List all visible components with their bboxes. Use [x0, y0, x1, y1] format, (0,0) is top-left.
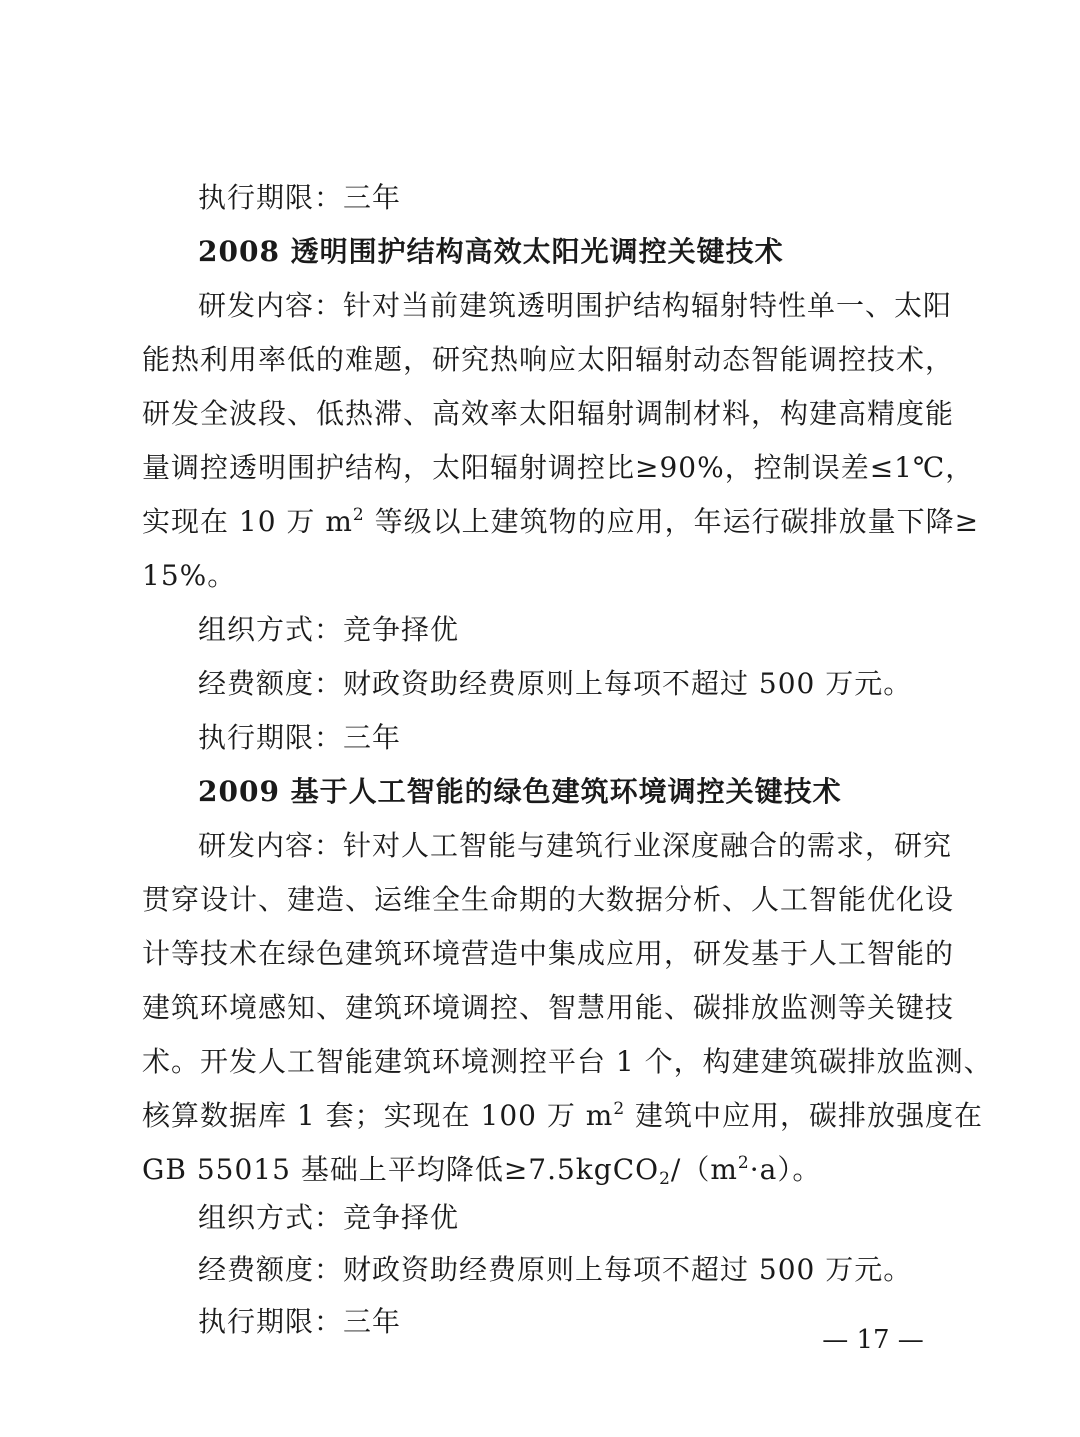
text-segment: 实现在 10 万 m [142, 505, 353, 538]
text-line: 量调控透明围护结构，太阳辐射调控比≥90%，控制误差≤1℃， [142, 451, 975, 484]
subscript: 2 [659, 1169, 671, 1189]
section-heading-2008: 2008 透明围护结构高效太阳光调控关键技术 [198, 235, 784, 268]
section-heading-2009: 2009 基于人工智能的绿色建筑环境调控关键技术 [198, 775, 842, 808]
text-line: 计等技术在绿色建筑环境营造中集成应用，研发基于人工智能的 [142, 937, 955, 970]
page-number: — 17 — [822, 1325, 924, 1355]
text-line: 贯穿设计、建造、运维全生命期的大数据分析、人工智能优化设 [142, 883, 955, 916]
text-line [142, 1150, 942, 1190]
text-line-funding-1: 经费额度：财政资助经费原则上每项不超过 500 万元。 [198, 667, 913, 700]
text-line-execution-period-3: 执行期限：三年 [198, 1305, 402, 1338]
text-line: 建筑环境感知、建筑环境调控、智慧用能、碳排放监测等关键技 [142, 991, 955, 1024]
text-segment: /（m [670, 1153, 738, 1186]
text-segment: 建筑中应用，碳排放强度在 [625, 1099, 984, 1132]
text-segment: GB 55015 基础上平均降低≥7.5kgCO [142, 1153, 660, 1186]
text-line-organization-method-1: 组织方式：竞争择优 [198, 613, 460, 646]
text-segment: 等级以上建筑物的应用，年运行碳排放量下降≥ [364, 505, 980, 538]
text-line [142, 1096, 984, 1136]
text-line: 术。开发人工智能建筑环境测控平台 1 个，构建建筑碳排放监测、 [142, 1045, 993, 1078]
text-line-execution-period-2: 执行期限：三年 [198, 721, 402, 754]
text-line-rd-content-2009: 研发内容：针对人工智能与建筑行业深度融合的需求，研究 [198, 829, 953, 862]
text-line: 能热利用率低的难题，研究热响应太阳辐射动态智能调控技术， [142, 343, 955, 376]
superscript: 2 [613, 1099, 626, 1119]
text-line-funding-2: 经费额度：财政资助经费原则上每项不超过 500 万元。 [198, 1253, 913, 1286]
text-line: 研发全波段、低热滞、高效率太阳辐射调制材料，构建高精度能 [142, 397, 955, 430]
text-segment: ·a）。 [749, 1153, 822, 1186]
text-line-execution-period-1: 执行期限：三年 [198, 181, 402, 214]
text-line [142, 502, 980, 542]
superscript: 2 [352, 505, 365, 525]
text-line-organization-method-2: 组织方式：竞争择优 [198, 1201, 460, 1234]
text-line: 15%。 [142, 559, 237, 592]
superscript: 2 [737, 1153, 750, 1173]
text-segment: 核算数据库 1 套；实现在 100 万 m [142, 1099, 614, 1132]
text-line-rd-content-2008: 研发内容：针对当前建筑透明围护结构辐射特性单一、太阳 [198, 289, 953, 322]
